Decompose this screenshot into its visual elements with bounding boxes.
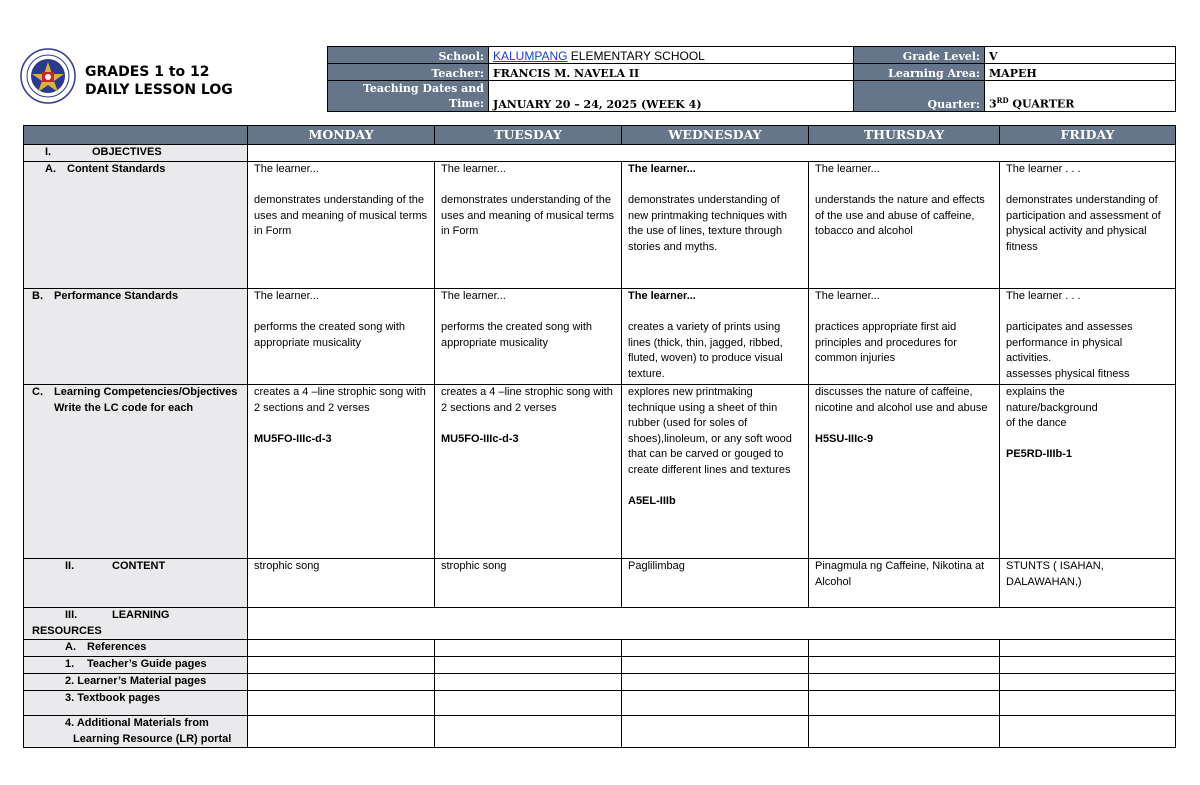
school-value xyxy=(489,47,854,64)
grade-level-label: Grade Level: xyxy=(854,47,985,64)
ps-friday: The learner . . . participates and assesses performance in physical activities. assesses physical fitness xyxy=(1000,289,1176,385)
objectives-label: I. OBJECTIVES xyxy=(24,145,248,162)
content-standards-label: A. Content Standards xyxy=(24,162,248,289)
content-tuesday: strophic song xyxy=(435,559,622,608)
teacher-label: Teacher: xyxy=(328,64,489,81)
lc-thursday: discusses the nature of caffeine, nicotine and alcohol use and abuse H5SU-IIIc-9 xyxy=(809,385,1000,559)
content-friday: STUNTS ( ISAHAN, DALAWAHAN,) xyxy=(1000,559,1176,608)
objectives-cell xyxy=(248,145,1176,162)
teaching-dates-value: JANUARY 20 – 24, 2025 (WEEK 4) xyxy=(489,81,854,112)
learners-material-row xyxy=(24,674,1176,691)
performance-standards-row xyxy=(24,289,1176,385)
document-title xyxy=(85,63,233,99)
competencies-label: C. Learning Competencies/Objectives Write the LC code for each xyxy=(24,385,248,559)
learners-material-label: 2. Learner’s Material pages xyxy=(24,674,248,691)
lc-monday: creates a 4 –line strophic song with 2 sections and 2 verses MU5FO-IIIc-d-3 xyxy=(248,385,435,559)
cs-wednesday: The learner... demonstrates understanding of new printmaking techniques with the use of lines, texture through stories and myths. xyxy=(622,162,809,289)
lc-friday: explains the nature/background of the dance PE5RD-IIIb-1 xyxy=(1000,385,1176,559)
days-header-row xyxy=(24,126,1176,145)
header-info-table xyxy=(327,46,1176,112)
resources-row xyxy=(24,608,1176,640)
objectives-row xyxy=(24,145,1176,162)
resources-cell xyxy=(248,608,1176,640)
ps-monday: The learner... performs the created song with appropriate musicality xyxy=(248,289,435,385)
teachers-guide-label: 1. Teacher’s Guide pages xyxy=(24,657,248,674)
grade-level-value: V xyxy=(985,47,1176,64)
content-thursday: Pinagmula ng Caffeine, Nikotina at Alcohol xyxy=(809,559,1000,608)
ps-wednesday: The learner... creates a variety of prints using lines (thick, thin, jagged, ribbed, fluted, woven) to produce visual texture. xyxy=(622,289,809,385)
title-line-1: GRADES 1 to 12 xyxy=(85,64,210,80)
references-label: A. References xyxy=(24,640,248,657)
lc-wednesday: explores new printmaking technique using a sheet of thin rubber (used for soles of shoes),linoleum, or any soft wood that can be carved or gouged to create different lines and textures A5EL-IIIb xyxy=(622,385,809,559)
day-header-wednesday: WEDNESDAY xyxy=(622,126,809,145)
cs-friday: The learner . . . demonstrates understanding of participation and assessment of physical activity and physical fitness xyxy=(1000,162,1176,289)
day-header-friday: FRIDAY xyxy=(1000,126,1176,145)
corner-cell xyxy=(24,126,248,145)
day-header-monday: MONDAY xyxy=(248,126,435,145)
school-rest: ELEMENTARY SCHOOL xyxy=(567,49,705,63)
day-header-thursday: THURSDAY xyxy=(809,126,1000,145)
cs-monday: The learner... demonstrates understanding of the uses and meaning of musical terms in Form xyxy=(248,162,435,289)
learning-area-label: Learning Area: xyxy=(854,64,985,81)
ps-tuesday: The learner... performs the created song with appropriate musicality xyxy=(435,289,622,385)
title-line-2: DAILY LESSON LOG xyxy=(85,82,233,98)
deped-seal-logo xyxy=(20,48,76,104)
content-standards-row xyxy=(24,162,1176,289)
quarter-value: 3RD QUARTER xyxy=(985,81,1176,112)
teaching-dates-label: Teaching Dates and Time: xyxy=(328,81,489,112)
lc-tuesday: creates a 4 –line strophic song with 2 sections and 2 verses MU5FO-IIIc-d-3 xyxy=(435,385,622,559)
content-monday: strophic song xyxy=(248,559,435,608)
teacher-value: FRANCIS M. NAVELA II xyxy=(489,64,854,81)
content-row xyxy=(24,559,1176,608)
performance-standards-label: B. Performance Standards xyxy=(24,289,248,385)
school-link[interactable]: KALUMPANG xyxy=(493,49,568,63)
textbook-row xyxy=(24,691,1176,716)
content-wednesday: Paglilimbag xyxy=(622,559,809,608)
competencies-row xyxy=(24,385,1176,559)
content-label: II. CONTENT xyxy=(24,559,248,608)
cs-tuesday: The learner... demonstrates understanding of the uses and meaning of musical terms in Form xyxy=(435,162,622,289)
teachers-guide-row xyxy=(24,657,1176,674)
learning-area-value: MAPEH xyxy=(985,64,1176,81)
quarter-label: Quarter: xyxy=(854,81,985,112)
additional-materials-row xyxy=(24,716,1176,748)
day-header-tuesday: TUESDAY xyxy=(435,126,622,145)
ps-thursday: The learner... practices appropriate first aid principles and procedures for common injuries xyxy=(809,289,1000,385)
lesson-log-table xyxy=(23,125,1176,748)
cs-thursday: The learner... understands the nature and effects of the use and abuse of caffeine, tobacco and alcohol xyxy=(809,162,1000,289)
resources-label: III. LEARNING RESOURCES xyxy=(24,608,248,640)
school-label: School: xyxy=(328,47,489,64)
additional-materials-label: 4. Additional Materials from Learning Resource (LR) portal xyxy=(24,716,248,748)
textbook-label: 3. Textbook pages xyxy=(24,691,248,716)
references-row xyxy=(24,640,1176,657)
